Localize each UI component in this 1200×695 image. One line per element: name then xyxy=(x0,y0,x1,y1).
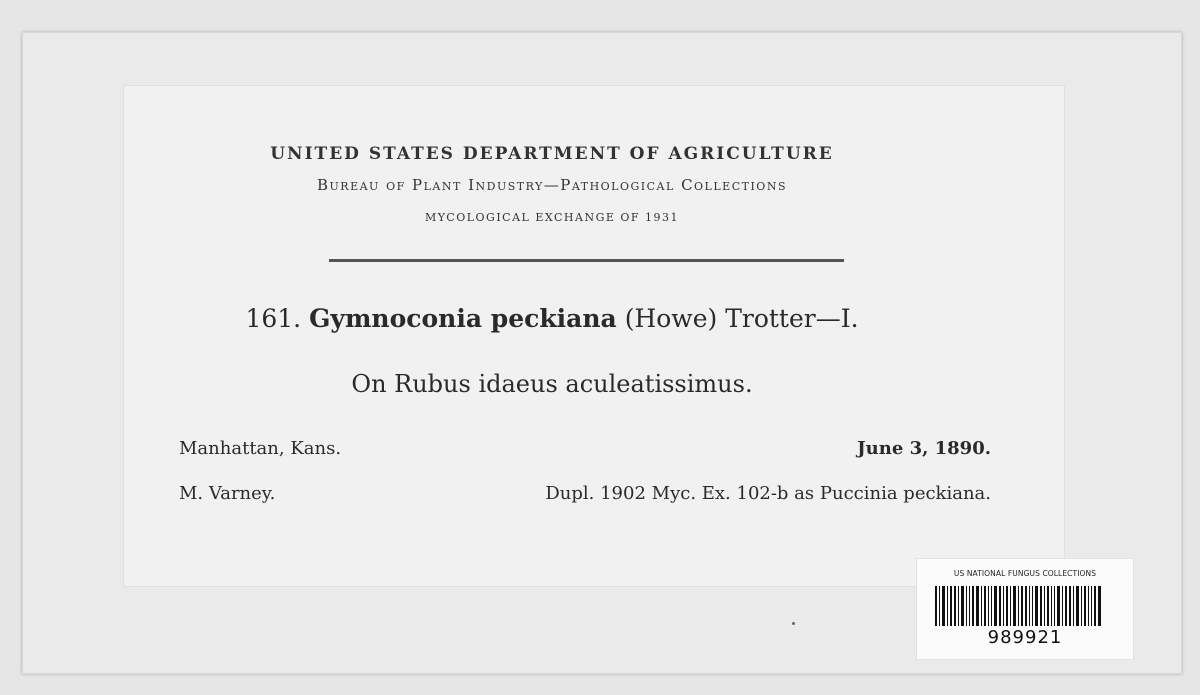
header-bureau: Bureau of Plant Industry—Pathological Collections xyxy=(317,176,787,194)
barcode-bar xyxy=(1062,586,1063,626)
collector: M. Varney. xyxy=(179,483,276,504)
barcode-bar xyxy=(950,586,952,626)
barcode-bar xyxy=(1098,586,1101,626)
header-divider xyxy=(329,259,844,262)
barcode-bar xyxy=(1073,586,1074,626)
barcode-bar xyxy=(961,586,964,626)
specimen-number: 161. xyxy=(245,304,302,333)
barcode-bar xyxy=(1025,586,1027,626)
barcode-bar xyxy=(1044,586,1045,626)
barcode-bar xyxy=(1054,586,1055,626)
species-name: Gymnoconia peckiana xyxy=(309,304,617,333)
barcode-bar xyxy=(939,586,940,626)
barcode-bar xyxy=(1021,586,1023,626)
barcode-bars xyxy=(935,586,1115,626)
barcode-bar xyxy=(958,586,959,626)
barcode-bar xyxy=(1032,586,1033,626)
barcode-bar xyxy=(991,586,992,626)
barcode-bar xyxy=(1040,586,1042,626)
species-authority: (Howe) Trotter—I. xyxy=(624,304,859,333)
barcode-bar xyxy=(1076,586,1079,626)
barcode-bar xyxy=(988,586,989,626)
barcode-bar xyxy=(1094,586,1096,626)
host-line: On Rubus idaeus aculeatissimus. xyxy=(351,370,753,398)
barcode-bar xyxy=(947,586,948,626)
header-exchange: MYCOLOGICAL EXCHANGE OF 1931 xyxy=(424,211,680,224)
barcode-bar xyxy=(1003,586,1004,626)
barcode-bar xyxy=(981,586,982,626)
barcode-number: 989921 xyxy=(987,627,1063,648)
barcode-bar xyxy=(1018,586,1019,626)
barcode-bar xyxy=(1010,586,1011,626)
barcode-bar xyxy=(1051,586,1052,626)
barcode-bar xyxy=(1057,586,1060,626)
barcode-bar xyxy=(1029,586,1030,626)
collection-date: June 3, 1890. xyxy=(857,438,991,459)
duplicate-note: Dupl. 1902 Myc. Ex. 102-b as Puccinia peckiana. xyxy=(545,483,991,504)
barcode-bar xyxy=(994,586,997,626)
barcode-bar xyxy=(1013,586,1016,626)
barcode-bar xyxy=(1084,586,1086,626)
barcode-bar xyxy=(984,586,986,626)
barcode-bar xyxy=(1047,586,1049,626)
locality: Manhattan, Kans. xyxy=(179,438,342,459)
specimen-label xyxy=(123,85,1065,587)
barcode-bar xyxy=(976,586,979,626)
barcode-bar xyxy=(972,586,974,626)
collector-note-row xyxy=(179,483,991,504)
species-line xyxy=(82,304,1022,333)
barcode-bar xyxy=(954,586,956,626)
barcode-bar xyxy=(969,586,970,626)
barcode-bar xyxy=(1035,586,1038,626)
barcode-bar xyxy=(942,586,945,626)
header-department: UNITED STATES DEPARTMENT OF AGRICULTURE xyxy=(270,144,834,164)
locality-date-row xyxy=(179,438,991,459)
barcode-bar xyxy=(1006,586,1008,626)
barcode-bar xyxy=(935,586,937,626)
barcode-bar xyxy=(966,586,967,626)
barcode-title: US NATIONAL FUNGUS COLLECTIONS xyxy=(953,569,1097,578)
barcode-bar xyxy=(1069,586,1071,626)
barcode-bar xyxy=(999,586,1001,626)
barcode-bar xyxy=(1088,586,1089,626)
barcode-bar xyxy=(1081,586,1082,626)
barcode-bar xyxy=(1091,586,1092,626)
dust-speck xyxy=(792,622,795,625)
barcode-bar xyxy=(1065,586,1067,626)
barcode-label xyxy=(916,558,1134,660)
